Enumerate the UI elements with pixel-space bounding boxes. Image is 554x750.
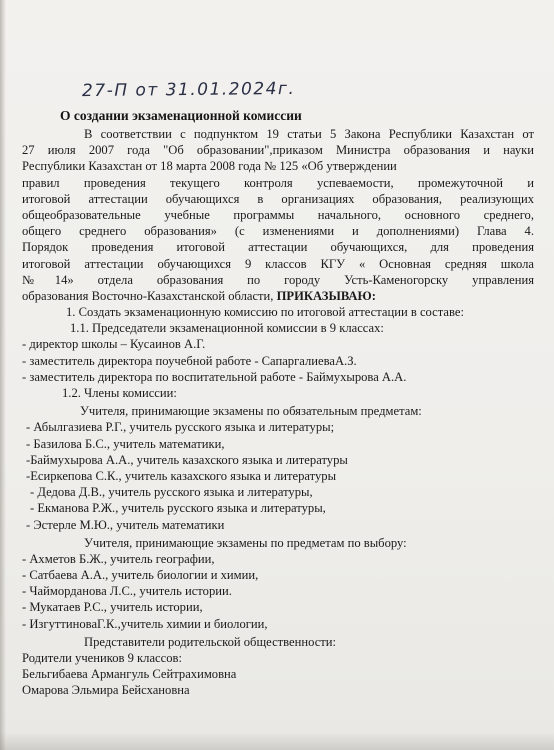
preamble bbox=[22, 126, 534, 304]
list-item: Омарова Эльмира Бейсхановна bbox=[22, 683, 190, 698]
preamble-line: общеобразовательные учебные программы начального, основного среднего, bbox=[22, 207, 534, 222]
list-item: - ИзгуттиноваГ.К.,учитель химии и биологии, bbox=[22, 616, 268, 631]
list-item: - Чайморданова Л.С., учитель истории. bbox=[22, 584, 232, 599]
item-1: 1. Создать экзаменационную комиссию по итоговой аттестации в составе: bbox=[66, 305, 464, 320]
preamble-line: №14» отдела образования по городу Усть-Каменогорску управления bbox=[22, 272, 534, 287]
document-title: О создании экзаменационной комиссии bbox=[60, 108, 302, 123]
list-item: - заместитель директора поучебной работе - СапаргалиеваА.З. bbox=[22, 353, 357, 368]
elective-teachers-list bbox=[22, 551, 534, 632]
item-1-2: 1.2. Члены комиссии: bbox=[62, 386, 177, 400]
list-item: -Баймухырова А.А., учитель казахского языка и литературы bbox=[26, 452, 348, 467]
page-bottom-shadow bbox=[0, 732, 554, 750]
preamble-line: Республики Казахстан от 18 марта 2008 года № 125 «Об утверждении bbox=[22, 159, 397, 174]
list-item: - Сатбаева А.А., учитель биологии и химии, bbox=[22, 568, 259, 583]
preamble-line: В соответствии с подпунктом 19 статьи 5 Закона Республики Казахстан от bbox=[84, 127, 534, 141]
handwritten-order-number: 27-П от 31.01.2024г. bbox=[81, 78, 296, 102]
list-item: - Ахметов Б.Ж., учитель географии, bbox=[22, 551, 215, 566]
preamble-line: Порядок проведения итоговой аттестации обучающихся, для проведения bbox=[22, 240, 534, 255]
preamble-line: итоговой аттестации обучающихся 9 классов КГУ « Основная средняя школа bbox=[22, 256, 534, 271]
list-item: - Екманова Р.Ж., учитель русского языка и литературы, bbox=[30, 501, 326, 516]
preamble-line: правил проведения текущего контроля успеваемости, промежуточной и bbox=[22, 175, 534, 190]
list-item: - директор школы – Кусаинов А.Г. bbox=[22, 337, 206, 352]
preamble-last-text: образования Восточно-Казахстанской области, bbox=[22, 288, 277, 303]
list-item: Бельгибаева Армангуль Сейтрахимовна bbox=[22, 667, 237, 682]
preamble-line: общего среднего образования» (с изменениями и дополнениями) Глава 4. bbox=[22, 224, 534, 239]
list-item: - Эстерле М.Ю., учитель математики bbox=[26, 517, 225, 532]
item-1-1: 1.1. Председатели экзаменационной комиссии в 9 классах: bbox=[70, 321, 384, 336]
list-item: - Дедова Д.В., учитель русского языка и литературы, bbox=[30, 485, 313, 500]
parents-header: Родители учеников 9 классов: bbox=[22, 651, 182, 665]
public-representatives-header: Представители родительской общественности: bbox=[84, 634, 337, 649]
document-body bbox=[22, 126, 534, 699]
order-word: ПРИКАЗЫВАЮ: bbox=[276, 288, 376, 303]
preamble-line: 27 июля 2007 года "Об образовании",приказом Министра образования и науки bbox=[22, 143, 534, 158]
page-edge-shadow bbox=[0, 0, 6, 750]
mandatory-teachers-list bbox=[22, 419, 534, 532]
list-item: - Базилова Б.С., учитель математики, bbox=[26, 436, 225, 451]
list-item: -Есиркепова С.К., учитель казахского языка и литературы bbox=[26, 468, 337, 483]
list-item: - заместитель директора по воспитательной работе - Баймухырова А.А. bbox=[22, 369, 407, 384]
list-item: - Абылгазиева Р.Г., учитель русского языка и литературы; bbox=[26, 420, 335, 435]
preamble-line: итоговой аттестации обучающихся в организациях образования, реализующих bbox=[22, 191, 534, 206]
parents-list bbox=[22, 666, 534, 698]
preamble-line bbox=[22, 288, 534, 304]
list-item: - Мукатаев Р.С., учитель истории, bbox=[22, 600, 203, 615]
elective-header: Учителя, принимающие экзамены по предметам по выбору: bbox=[84, 535, 407, 550]
chairs-list bbox=[22, 336, 534, 385]
mandatory-header: Учителя, принимающие экзамены по обязательным предметам: bbox=[80, 404, 422, 419]
